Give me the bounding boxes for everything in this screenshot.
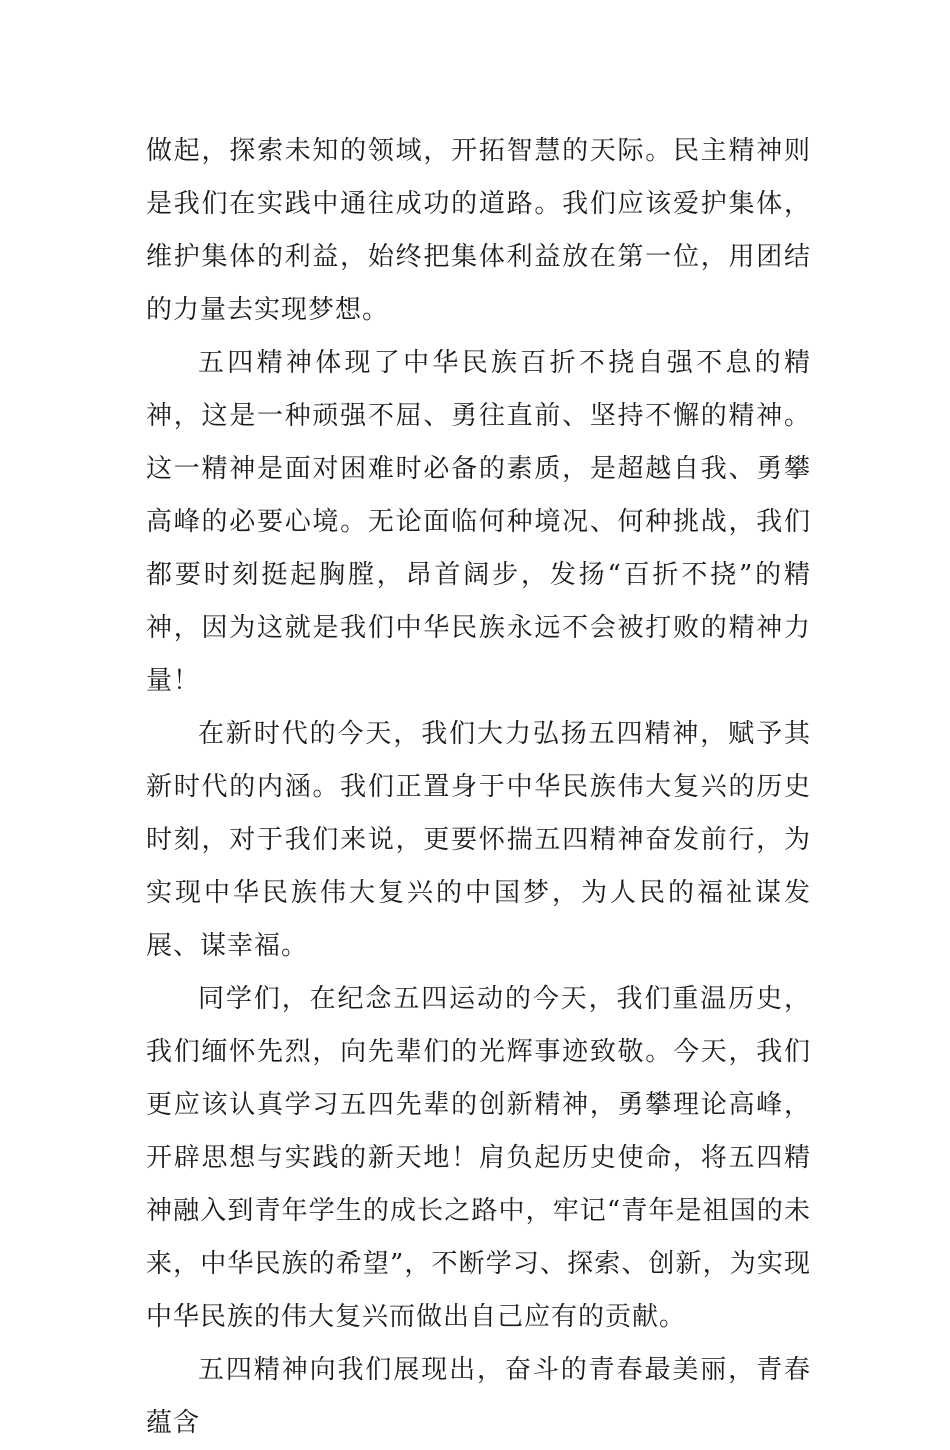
document-body (146, 125, 811, 1450)
paragraph: 在新时代的今天，我们大力弘扬五四精神，赋予其新时代的内涵。我们正置身于中华民族伟大复兴的历史时刻，对于我们来说，更要怀揣五四精神奋发前行，为实现中华民族伟大复兴的中国梦，为人民的福祉谋发展、谋幸福。 (146, 719, 811, 961)
paragraph-continued: 做起，探索未知的领域，开拓智慧的天际。民主精神则是我们在实践中通往成功的道路。我们应该爱护集体，维护集体的利益，始终把集体利益放在第一位，用团结的力量去实现梦想。 (146, 136, 811, 325)
paragraph: 五四精神向我们展现出，奋斗的青春最美丽，青春蕴含 (146, 1355, 811, 1438)
paragraph: 五四精神体现了中华民族百折不挠自强不息的精神，这是一种顽强不屈、勇往直前、坚持不懈的精神。这一精神是面对困难时必备的素质，是超越自我、勇攀高峰的必要心境。无论面临何种境况、何种挑战，我们都要时刻挺起胸膛，昂首阔步，发扬“百折不挠”的精神，因为这就是我们中华民族永远不会被打败的精神力量！ (146, 348, 811, 696)
paragraph: 同学们，在纪念五四运动的今天，我们重温历史，我们缅怀先烈，向先辈们的光辉事迹致敬。今天，我们更应该认真学习五四先辈的创新精神，勇攀理论高峰，开辟思想与实践的新天地！肩负起历史使命，将五四精神融入到青年学生的成长之路中，牢记“青年是祖国的未来，中华民族的希望”，不断学习、探索、创新，为实现中华民族的伟大复兴而做出自己应有的贡献。 (146, 984, 811, 1332)
